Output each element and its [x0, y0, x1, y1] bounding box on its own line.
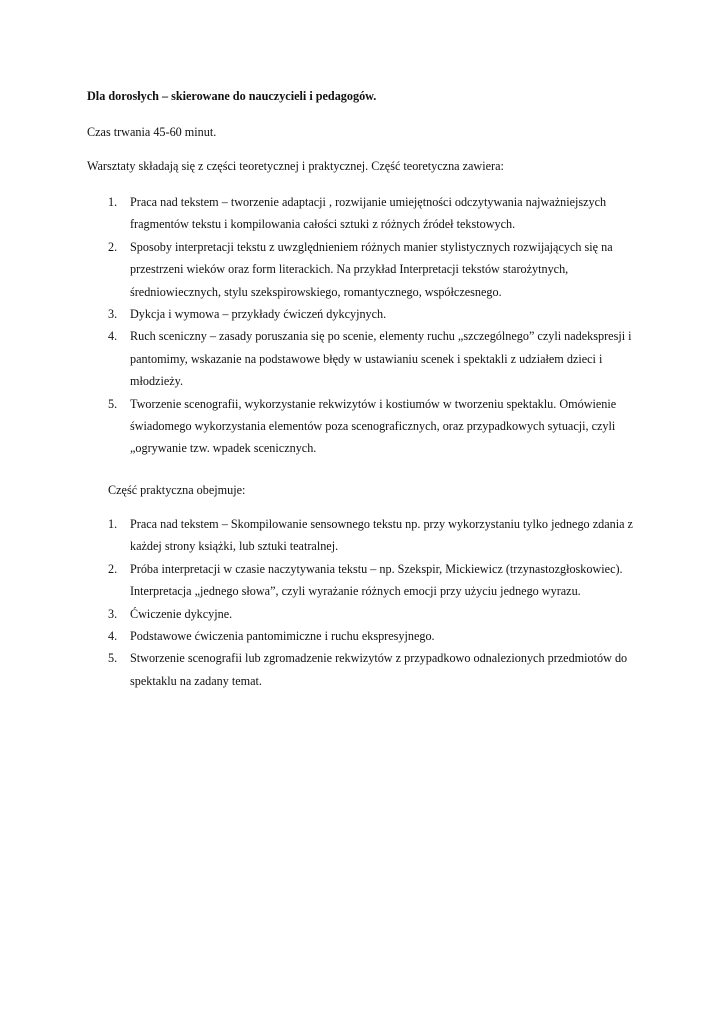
- list-item: [0, 191, 650, 236]
- list-item-text: [130, 303, 650, 325]
- list-item-line: fragmentów tekstu i kompilowania całości sztuki z różnych źródeł tekstowych.: [130, 217, 516, 232]
- list-item-text: [130, 236, 650, 303]
- list-item-number: 2.: [108, 239, 118, 254]
- list-item-line: średniowiecznych, stylu szekspirowskiego, romantycznego, współczesnego.: [130, 284, 502, 299]
- list-item-line: świadomego wykorzystania elementów poza scenograficznych, oraz przypadkowych sytuacji, czyli: [130, 419, 616, 434]
- list-item: [0, 603, 650, 625]
- list-item-text: [130, 393, 650, 460]
- list-item-number: 4.: [108, 629, 118, 644]
- list-item-text: [130, 325, 650, 392]
- list-item-line: Ruch sceniczny – zasady poruszania się po scenie, elementy ruchu „szczególnego” czyli nadekspresji i: [130, 329, 632, 344]
- list-item-line: Praca nad tekstem – tworzenie adaptacji , rozwijanie umiejętności odczytywania najważniejszych: [130, 195, 607, 209]
- list-item: [0, 647, 650, 692]
- audience-heading: Dla dorosłych – skierowane do nauczycieli i pedagogów.: [87, 89, 377, 103]
- list-item-line: Podstawowe ćwiczenia pantomimiczne i ruchu ekspresyjnego.: [130, 629, 435, 644]
- list-item-number: 3.: [108, 606, 118, 621]
- list-item-line: każdej strony książki, lub sztuki teatralnej.: [130, 539, 339, 554]
- list-item-line: pantomimy, wskazanie na podstawowe błędy w ustawianiu scenek i spektakli z udziałem dzieci i: [130, 351, 603, 366]
- list-item-number: 2.: [108, 561, 118, 576]
- list-item-line: „ogrywanie tzw. wpadek scenicznych.: [130, 441, 317, 456]
- list-item-line: spektaklu na zadany temat.: [130, 673, 262, 688]
- list-item-line: Dykcja i wymowa – przykłady ćwiczeń dykcyjnych.: [130, 307, 387, 322]
- list-item-number: 5.: [108, 396, 118, 411]
- list-item-text: [130, 513, 650, 558]
- list-item: [0, 325, 650, 392]
- duration-text: Czas trwania 45-60 minut.: [87, 125, 217, 139]
- practice-list: [0, 513, 650, 692]
- list-item: [0, 625, 650, 647]
- list-item-line: Praca nad tekstem – Skompilowanie sensownego tekstu np. przy wykorzystaniu tylko jednego zdania z: [130, 517, 633, 531]
- list-item-number: 3.: [108, 307, 118, 322]
- list-item: [0, 303, 650, 325]
- list-item-number: 5.: [108, 651, 118, 666]
- list-item-line: przestrzeni wieków oraz form literackich. Na przykład Interpretacji tekstów starożytnych,: [130, 262, 569, 277]
- list-item-line: młodzieży.: [130, 374, 184, 389]
- list-item-line: Próba interpretacji w czasie naczytywania tekstu – np. Szekspir, Mickiewicz (trzynastozgłoskowiec).: [130, 561, 623, 576]
- list-item-number: 1.: [108, 517, 118, 531]
- practice-heading: Część praktyczna obejmuje:: [108, 483, 246, 497]
- list-item-text: [130, 603, 650, 625]
- intro-text: Warsztaty składają się z części teoretycznej i praktycznej. Część teoretyczna zawiera:: [87, 159, 504, 173]
- theory-list: [0, 191, 650, 460]
- list-item-text: [130, 647, 650, 692]
- list-item-line: Tworzenie scenografii, wykorzystanie rekwizytów i kostiumów w tworzeniu spektaklu. Omówienie: [130, 396, 617, 411]
- list-item: [0, 513, 650, 558]
- list-item: [0, 236, 650, 303]
- list-item-line: Stworzenie scenografii lub zgromadzenie rekwizytów z przypadkowo odnalezionych przedmiotów do: [130, 651, 628, 666]
- list-item-line: Ćwiczenie dykcyjne.: [130, 606, 233, 621]
- list-item-number: 1.: [108, 195, 118, 209]
- list-item: [0, 558, 650, 603]
- list-item: [0, 393, 650, 460]
- list-item-text: [130, 625, 650, 647]
- list-item-line: Sposoby interpretacji tekstu z uwzględnieniem różnych manier stylistycznych rozwijających się na: [130, 239, 613, 254]
- list-item-text: [130, 191, 650, 236]
- list-item-text: [130, 558, 650, 603]
- list-item-number: 4.: [108, 329, 118, 344]
- list-item-line: Interpretacja „jednego słowa”, czyli wyrażanie różnych emocji przy użyciu jednego wyrazu.: [130, 584, 581, 599]
